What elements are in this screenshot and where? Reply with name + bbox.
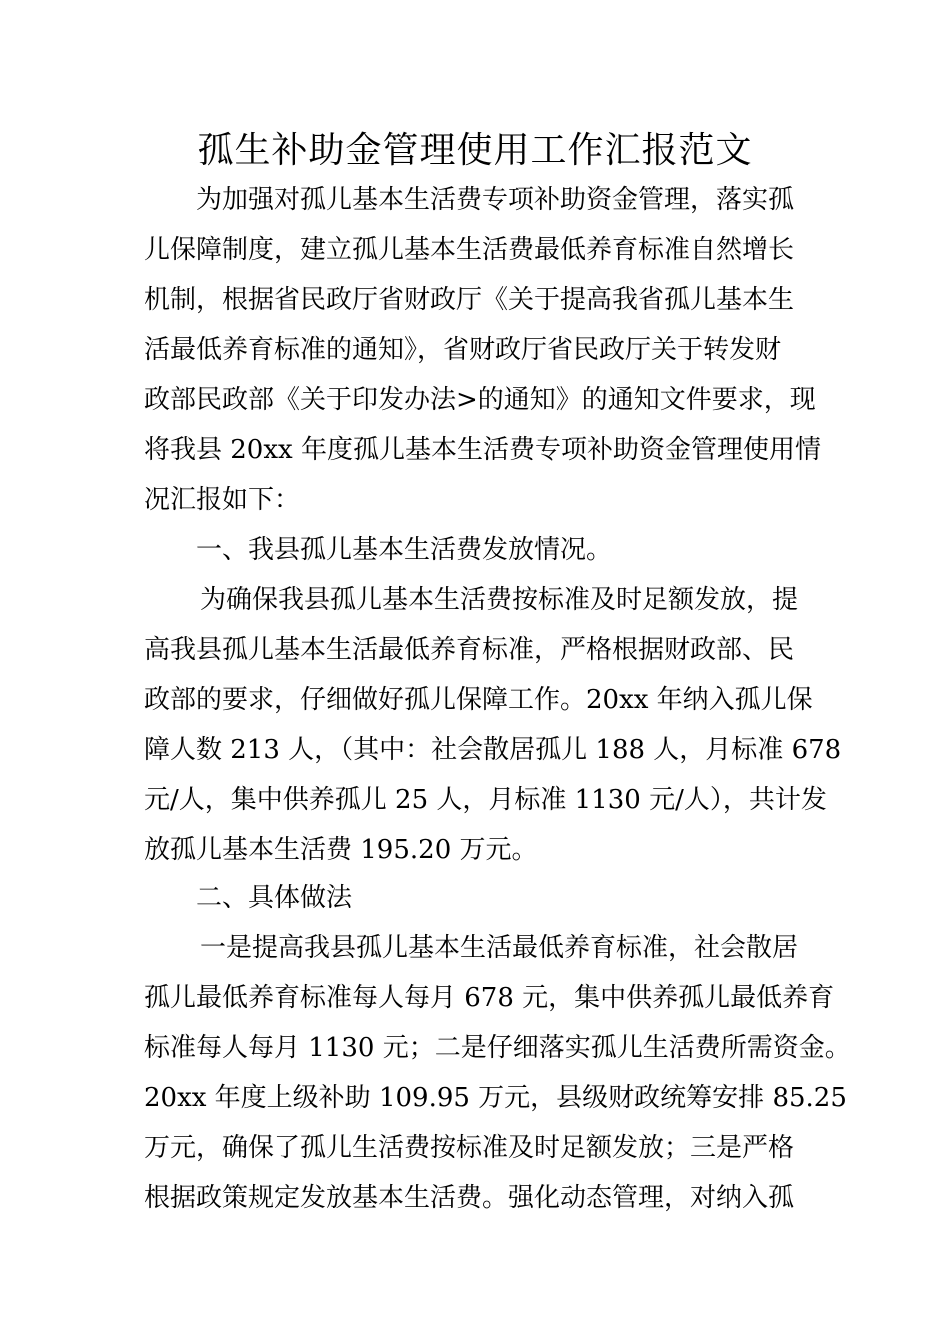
paragraph-line: 标准每人每月 1130 元；二是仔细落实孤儿生活费所需资金。 [144, 1033, 851, 1063]
paragraph-line: 一是提高我县孤儿基本生活最低养育标准，社会散居 [200, 933, 799, 963]
paragraph-line: 政部民政部《关于印发办法>的通知》的通知文件要求，现 [144, 385, 816, 415]
paragraph-line: 元/人，集中供养孤儿 25 人，月标准 1130 元/人），共计发 [144, 785, 827, 815]
paragraph-line: 为加强对孤儿基本生活费专项补助资金管理，落实孤 [196, 185, 795, 215]
paragraph-line: 活最低养育标准的通知》，省财政厅省民政厅关于转发财 [144, 335, 782, 365]
document-title: 孤生补助金管理使用工作汇报范文 [197, 130, 753, 171]
paragraph-line: 将我县 20xx 年度孤儿基本生活费专项补助资金管理使用情 [144, 435, 821, 465]
paragraph-line: 机制，根据省民政厅省财政厅《关于提高我省孤儿基本生 [144, 285, 795, 315]
paragraph-line: 政部的要求，仔细做好孤儿保障工作。20xx 年纳入孤儿保 [144, 685, 813, 715]
section-heading: 一、我县孤儿基本生活费发放情况。 [196, 535, 613, 565]
paragraph-line: 儿保障制度，建立孤儿基本生活费最低养育标准自然增长 [144, 235, 795, 265]
paragraph-line: 根据政策规定发放基本生活费。强化动态管理，对纳入孤 [144, 1183, 795, 1213]
paragraph-line: 况汇报如下： [144, 485, 301, 515]
paragraph-line: 孤儿最低养育标准每人每月 678 元，集中供养孤儿最低养育 [144, 983, 835, 1013]
paragraph-line: 万元，确保了孤儿生活费按标准及时足额发放；三是严格 [144, 1133, 795, 1163]
paragraph-line: 障人数 213 人，（其中：社会散居孤儿 188 人，月标准 678 [144, 735, 842, 765]
paragraph-line: 放孤儿基本生活费 195.20 万元。 [144, 835, 538, 865]
paragraph-line: 高我县孤儿基本生活最低养育标准，严格根据财政部、民 [144, 635, 795, 665]
paragraph-line: 为确保我县孤儿基本生活费按标准及时足额发放，提 [200, 585, 799, 615]
paragraph-line: 20xx 年度上级补助 109.95 万元，县级财政统筹安排 85.25 [144, 1083, 847, 1113]
section-heading: 二、具体做法 [196, 883, 353, 913]
